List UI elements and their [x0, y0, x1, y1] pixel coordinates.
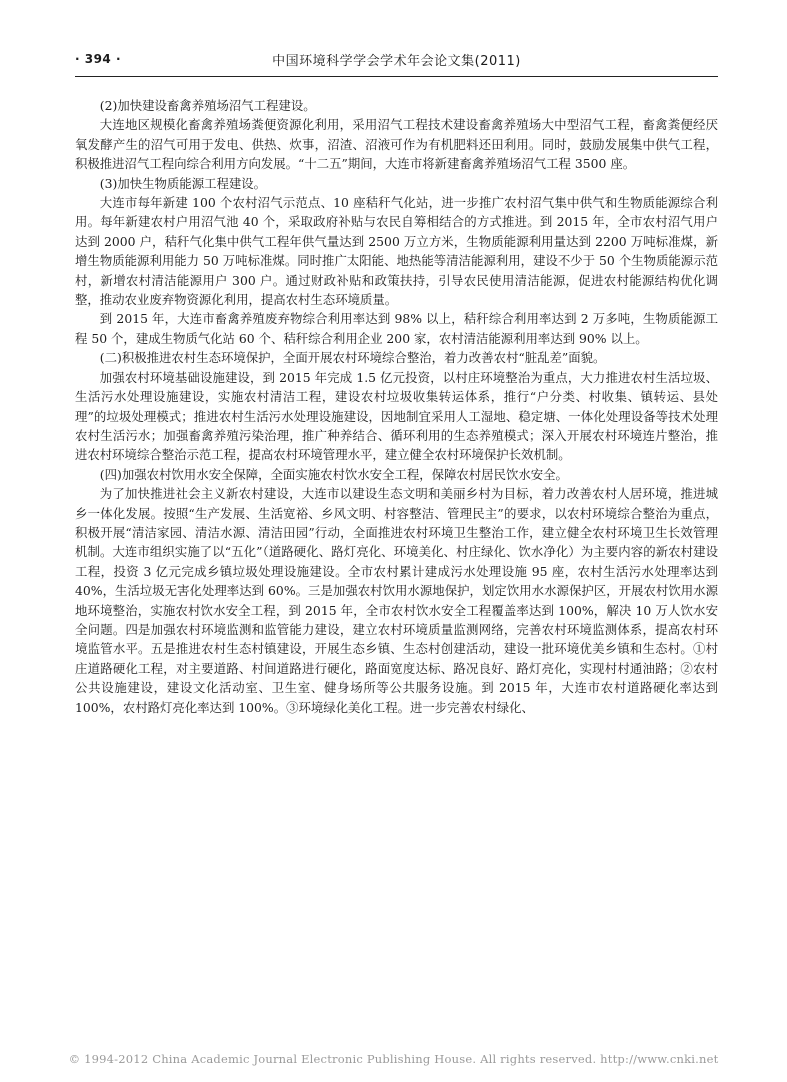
body-paragraph: 大连地区规模化畜禽养殖场粪便资源化利用，采用沼气工程技术建设畜禽养殖场大中型沼气工程，畜禽粪便经厌氧发酵产生的沼气可用于发电、供热、炊事，沼渣、沼液可作为有机肥料还田利用。同时，鼓励发展集中供气工程，积极推进沼气工程向综合利用方向发展。“十二五”期间，大连市将新建畜禽养殖场沼气工程 3500 座。: [75, 117, 718, 172]
copyright-footer: © 1994-2012 China Academic Journal Electronic Publishing House. All rights reserved. http://www.cnki.net: [68, 1052, 719, 1066]
section-heading: (3)加快生物质能源工程建设。: [99, 175, 267, 191]
running-head: [75, 50, 718, 70]
section-heading: (二)积极推进农村生态环境保护，全面开展农村环境综合整治，着力改善农村“脏乱差”面貌。: [99, 350, 606, 366]
body-paragraph: 到 2015 年，大连市畜禽养殖废弃物综合利用率达到 98% 以上，秸秆综合利用率达到 2 万多吨，生物质能源工程 50 个，建成生物质气化站 60 个、秸秆综合利用企业 200 家，农村清洁能源利用率达到 90% 以上。: [75, 311, 718, 346]
page-number: · 394 ·: [75, 52, 122, 66]
journal-title: 中国环境科学学会学术年会论文集(2011): [272, 54, 521, 69]
section-heading: (2)加快建设畜禽养殖场沼气工程建设。: [99, 98, 316, 113]
body-paragraph: 为了加快推进社会主义新农村建设，大连市以建设生态文明和美丽乡村为目标，着力改善农村人居环境，推进城乡一体化发展。按照“生产发展、生活宽裕、乡风文明、村容整洁、管理民主”的要求，以农村环境综合整治为重点，积极开展“清洁家园、清洁水源、清洁田园”行动，全面推进农村环境卫生整治工作，建立健全农村环境卫生长效管理机制。大连市组织实施了以“五化”（道路硬化、路灯亮化、环境美化、村庄绿化、饮水净化）为主要内容的新农村建设工程，投资 3 亿元完成乡镇垃圾处理设施建设。全市农村累计建成污水处理设施 95 座，农村生活污水处理率达到 40%，生活垃圾无害化处理率达到 60%。三是加强农村饮用水源地保护，划定饮用水水源保护区，开展农村饮用水源地环境整治，实施农村饮水安全工程，到 2015 年，全市农村饮水安全工程覆盖率达到 100%，解决 10 万人饮水安全问题。四是加强农村环境监测和监管能力建设，建立农村环境质量监测网络，完善农村环境监测体系，提高农村环境监管水平。五是推进农村生态村镇建设，开展生态乡镇、生态村创建活动，建设一批环境优美乡镇和生态村。①村庄道路硬化工程，对主要道路、村间道路进行硬化，路面宽度达标、路况良好、路灯亮化，实现村村通油路；②农村公共设施建设，建设文化活动室、卫生室、健身场所等公共服务设施。到 2015 年，大连市农村道路硬化率达到 100%，农村路灯亮化率达到 100%。③环境绿化美化工程。进一步完善农村绿化、: [75, 486, 718, 715]
header-rule: [75, 76, 718, 77]
body-paragraph: 加强农村环境基础设施建设，到 2015 年完成 1.5 亿元投资，以村庄环境整治为重点，大力推进农村生活垃圾、生活污水处理设施建设，实施农村清洁工程，建设农村垃圾收集转运体系，推行“户分类、村收集、镇转运、县处理”的垃圾处理模式；推进农村生活污水处理设施建设，因地制宜采用人工湿地、稳定塘、一体化处理设备等技术处理农村生活污水；加强畜禽养殖污染治理，推广种养结合、循环利用的生态养殖模式；深入开展农村环境连片整治，推进农村环境综合整治示范工程，提高农村环境管理水平，建立健全农村环境保护长效机制。: [75, 369, 718, 463]
body-paragraph: 大连市每年新建 100 个农村沼气示范点、10 座秸秆气化站，进一步推广农村沼气集中供气和生物质能源综合利用。每年新建农村户用沼气池 40 个，采取政府补贴与农民自筹相结合的方式推进。到 2015 年，全市农村沼气用户达到 2000 户，秸秆气化集中供气工程年供气量达到 2500 万立方米，生物质能源利用量达到 2200 万吨标准煤，新增生物质能源利用能力 50 万吨标准煤。同时推广太阳能、地热能等清洁能源利用，建设不少于 50 个生物质能源示范村，新增农村清洁能源用户 300 户。通过财政补贴和政策扶持，引导农民使用清洁能源，促进农村能源结构优化调整，推动农业废弃物资源化利用，提高农村生态环境质量。: [75, 195, 718, 308]
article-body: [75, 96, 718, 717]
section-heading: (四)加强农村饮用水安全保障，全面实施农村饮水安全工程，保障农村居民饮水安全。: [99, 466, 568, 482]
